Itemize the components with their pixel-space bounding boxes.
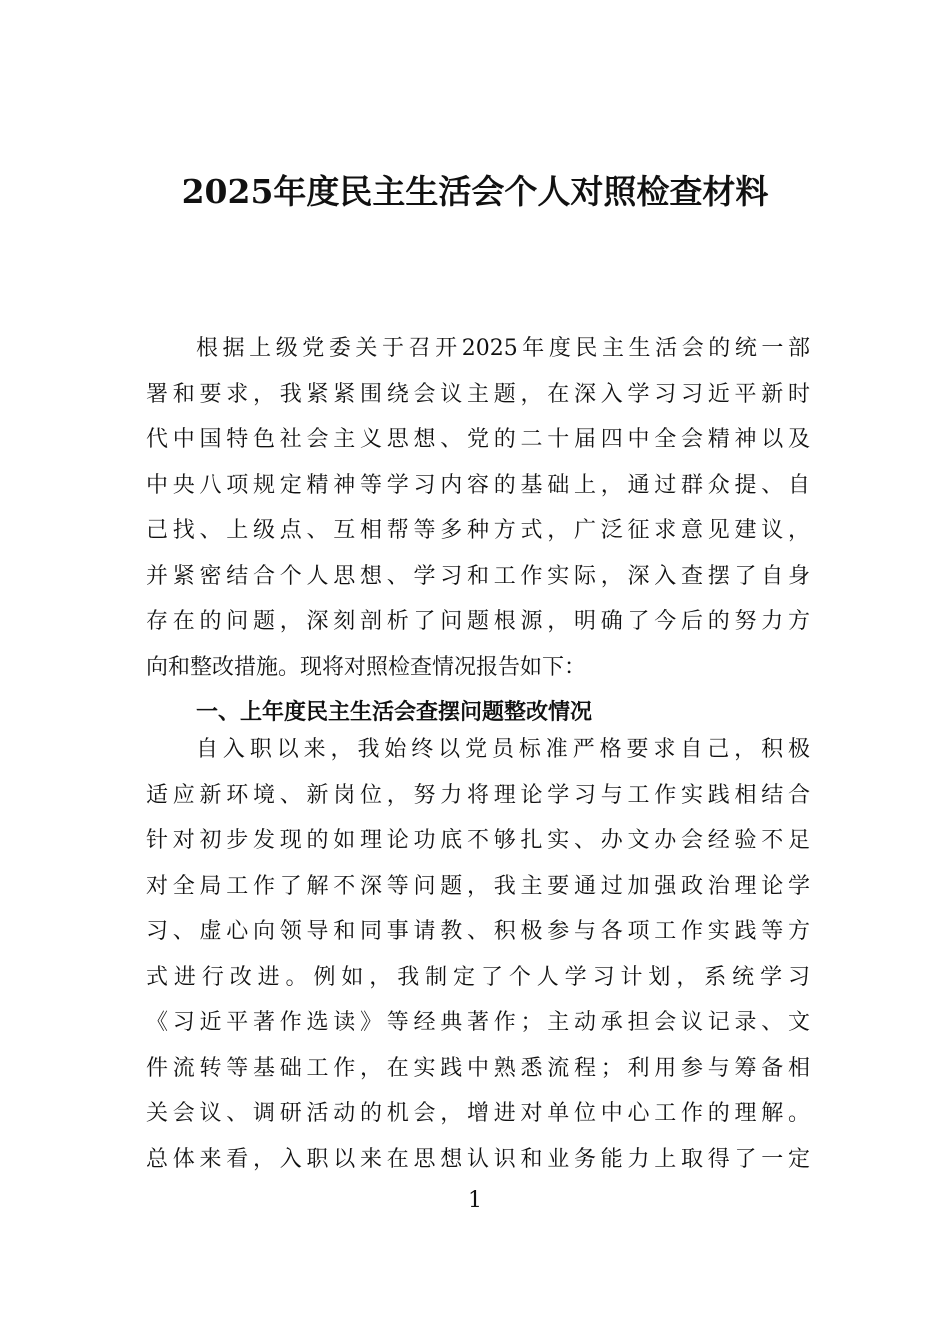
paragraph-line: 件流转等基础工作，在实践中熟悉流程；利用参与筹备相	[146, 1055, 810, 1081]
paragraph-intro	[146, 326, 810, 690]
paragraph-line: 对全局工作了解不深等问题，我主要通过加强政治理论学	[146, 873, 810, 899]
paragraph-line: 《习近平著作选读》等经典著作；主动承担会议记录、文	[146, 1010, 810, 1035]
paragraph-rectification	[146, 727, 810, 1182]
paragraph-line: 习、虚心向领导和同事请教、积极参与各项工作实践等方	[146, 919, 810, 944]
paragraph-line: 根据上级党委关于召开2025年度民主生活会的统一部	[196, 336, 810, 361]
paragraph-line: 自入职以来，我始终以党员标准严格要求自己，积极	[196, 737, 810, 762]
paragraph-line: 总体来看，入职以来在思想认识和业务能力上取得了一定	[146, 1146, 810, 1172]
page-number: 1	[468, 1188, 482, 1213]
paragraph-line: 适应新环境、新岗位，努力将理论学习与工作实践相结合	[146, 782, 810, 808]
paragraph-line: 并紧密结合个人思想、学习和工作实际，深入查摆了自身	[146, 563, 810, 589]
document-title: 2025年度民主生活会个人对照检查材料	[181, 172, 769, 211]
section-heading: 一、上年度民主生活会查摆问题整改情况	[196, 700, 593, 725]
paragraph-line: 存在的问题，深刻剖析了问题根源，明确了今后的努力方	[146, 609, 810, 634]
paragraph-line: 式进行改进。例如，我制定了个人学习计划，系统学习	[146, 964, 810, 990]
paragraph-line: 关会议、调研活动的机会，增进对单位中心工作的理解。	[146, 1101, 810, 1126]
paragraph-line: 向和整改措施。现将对照检查情况报告如下：	[146, 654, 587, 680]
paragraph-line: 代中国特色社会主义思想、党的二十届四中全会精神以及	[146, 427, 810, 452]
paragraph-line: 署和要求，我紧紧围绕会议主题，在深入学习习近平新时	[146, 381, 810, 407]
paragraph-line: 中央八项规定精神等学习内容的基础上，通过群众提、自	[146, 472, 810, 498]
paragraph-line: 针对初步发现的如理论功底不够扎实、办文办会经验不足	[146, 828, 810, 853]
paragraph-line: 己找、上级点、互相帮等多种方式，广泛征求意见建议，	[146, 518, 810, 543]
